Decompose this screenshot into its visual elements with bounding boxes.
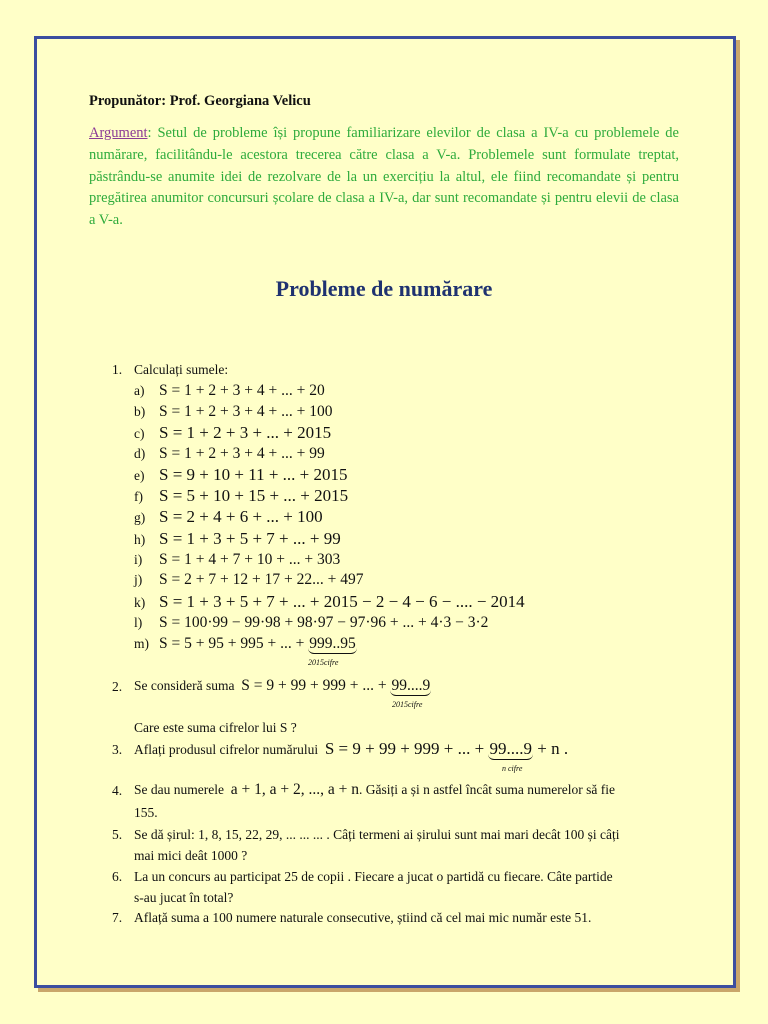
list-item: k) S = 1 + 3 + 5 + 7 + ... + 2015 − 2 − 4 − 6 − .... − 2014 bbox=[134, 592, 525, 611]
problem-3-number: 3. bbox=[112, 742, 123, 757]
list-item: m) S = 5 + 95 + 995 + ... + 999..95 bbox=[134, 635, 356, 652]
underbrace: 999..95 bbox=[309, 635, 356, 652]
argument-text: : Setul de probleme își propune familiarizare elevilor de clasa a IV-a cu problemele de numărare, facilitându-le acestora trecerea către clasa a V-a. Problemele sunt formulate treptat, păstrându-se anumite idei de rezolvare de la un exercițiu la altul, ele fiind recomandate și pentru pregătirea anumitor concursuri școlare de clasa a IV-a, dar sunt recomandate și pentru elevii de clasa a V-a. bbox=[89, 125, 679, 229]
proposer-line: Propunător: Prof. Georgiana Velicu bbox=[89, 93, 311, 109]
list-item: c) S = 1 + 2 + 3 + ... + 2015 bbox=[134, 423, 332, 442]
list-item: b) S = 1 + 2 + 3 + 4 + ... + 100 bbox=[134, 403, 333, 420]
problem-4-number: 4. bbox=[112, 783, 123, 798]
argument-paragraph bbox=[89, 123, 679, 232]
underbrace-label: 2015cifre bbox=[308, 658, 339, 667]
list-item: h) S = 1 + 3 + 5 + 7 + ... + 99 bbox=[134, 529, 341, 548]
underbrace-label: 2015cifre bbox=[392, 700, 423, 709]
underbrace: 99....9 bbox=[489, 739, 532, 758]
problem-5-line1: Se dă șirul: 1, 8, 15, 22, 29, ... ... ... . Câți termeni ai șirului sunt mai mari decât 100 și câți bbox=[134, 827, 620, 842]
list-item: f) S = 5 + 10 + 15 + ... + 2015 bbox=[134, 486, 349, 505]
problem-1-intro: Calculați sumele: bbox=[134, 362, 229, 377]
underbrace-label: n cifre bbox=[502, 764, 523, 773]
list-item: l) S = 100·99 − 99·98 + 98·97 − 97·96 + ... + 4·3 − 3·2 bbox=[134, 614, 489, 631]
argument-label: Argument bbox=[89, 125, 148, 141]
problem-3-text: Aflați produsul cifrelor numărului S = 9 + 99 + 999 + ... + 99....9 + n . bbox=[134, 739, 569, 758]
problem-4-line2: 155. bbox=[134, 805, 158, 820]
page-title: Probleme de numărare bbox=[275, 276, 493, 301]
problem-7-number: 7. bbox=[112, 910, 123, 925]
list-item: i) S = 1 + 4 + 7 + 10 + ... + 303 bbox=[134, 551, 341, 568]
problem-4-text: Se dau numerele a + 1, a + 2, ..., a + n. Găsiți a și n astfel încât suma numerelor să fie bbox=[134, 781, 616, 798]
underbrace: 99....9 bbox=[391, 677, 431, 694]
problem-1-number: 1. bbox=[112, 362, 123, 377]
list-item: e) S = 9 + 10 + 11 + ... + 2015 bbox=[134, 465, 348, 484]
list-item: j) S = 2 + 7 + 12 + 17 + 22... + 497 bbox=[134, 571, 364, 588]
problem-6-number: 6. bbox=[112, 869, 123, 884]
problem-5-line2: mai mici deât 1000 ? bbox=[134, 848, 248, 863]
problem-2-number: 2. bbox=[112, 679, 123, 694]
problem-2-question: Care este suma cifrelor lui S ? bbox=[134, 720, 297, 735]
problem-5-number: 5. bbox=[112, 827, 123, 842]
problem-7-line1: Aflață suma a 100 numere naturale consecutive, știind că cel mai mic număr este 51. bbox=[134, 910, 592, 925]
problem-6-line2: s-au jucat în total? bbox=[134, 890, 234, 905]
list-item: a) S = 1 + 2 + 3 + 4 + ... + 20 bbox=[134, 382, 325, 399]
problem-6-line1: La un concurs au participat 25 de copii . Fiecare a jucat o partidă cu fiecare. Câte partide bbox=[134, 869, 613, 884]
list-item: g) S = 2 + 4 + 6 + ... + 100 bbox=[134, 507, 323, 526]
problem-2-text: Se consideră suma S = 9 + 99 + 999 + ... + 99....9 bbox=[134, 677, 431, 694]
list-item: d) S = 1 + 2 + 3 + 4 + ... + 99 bbox=[134, 445, 325, 462]
